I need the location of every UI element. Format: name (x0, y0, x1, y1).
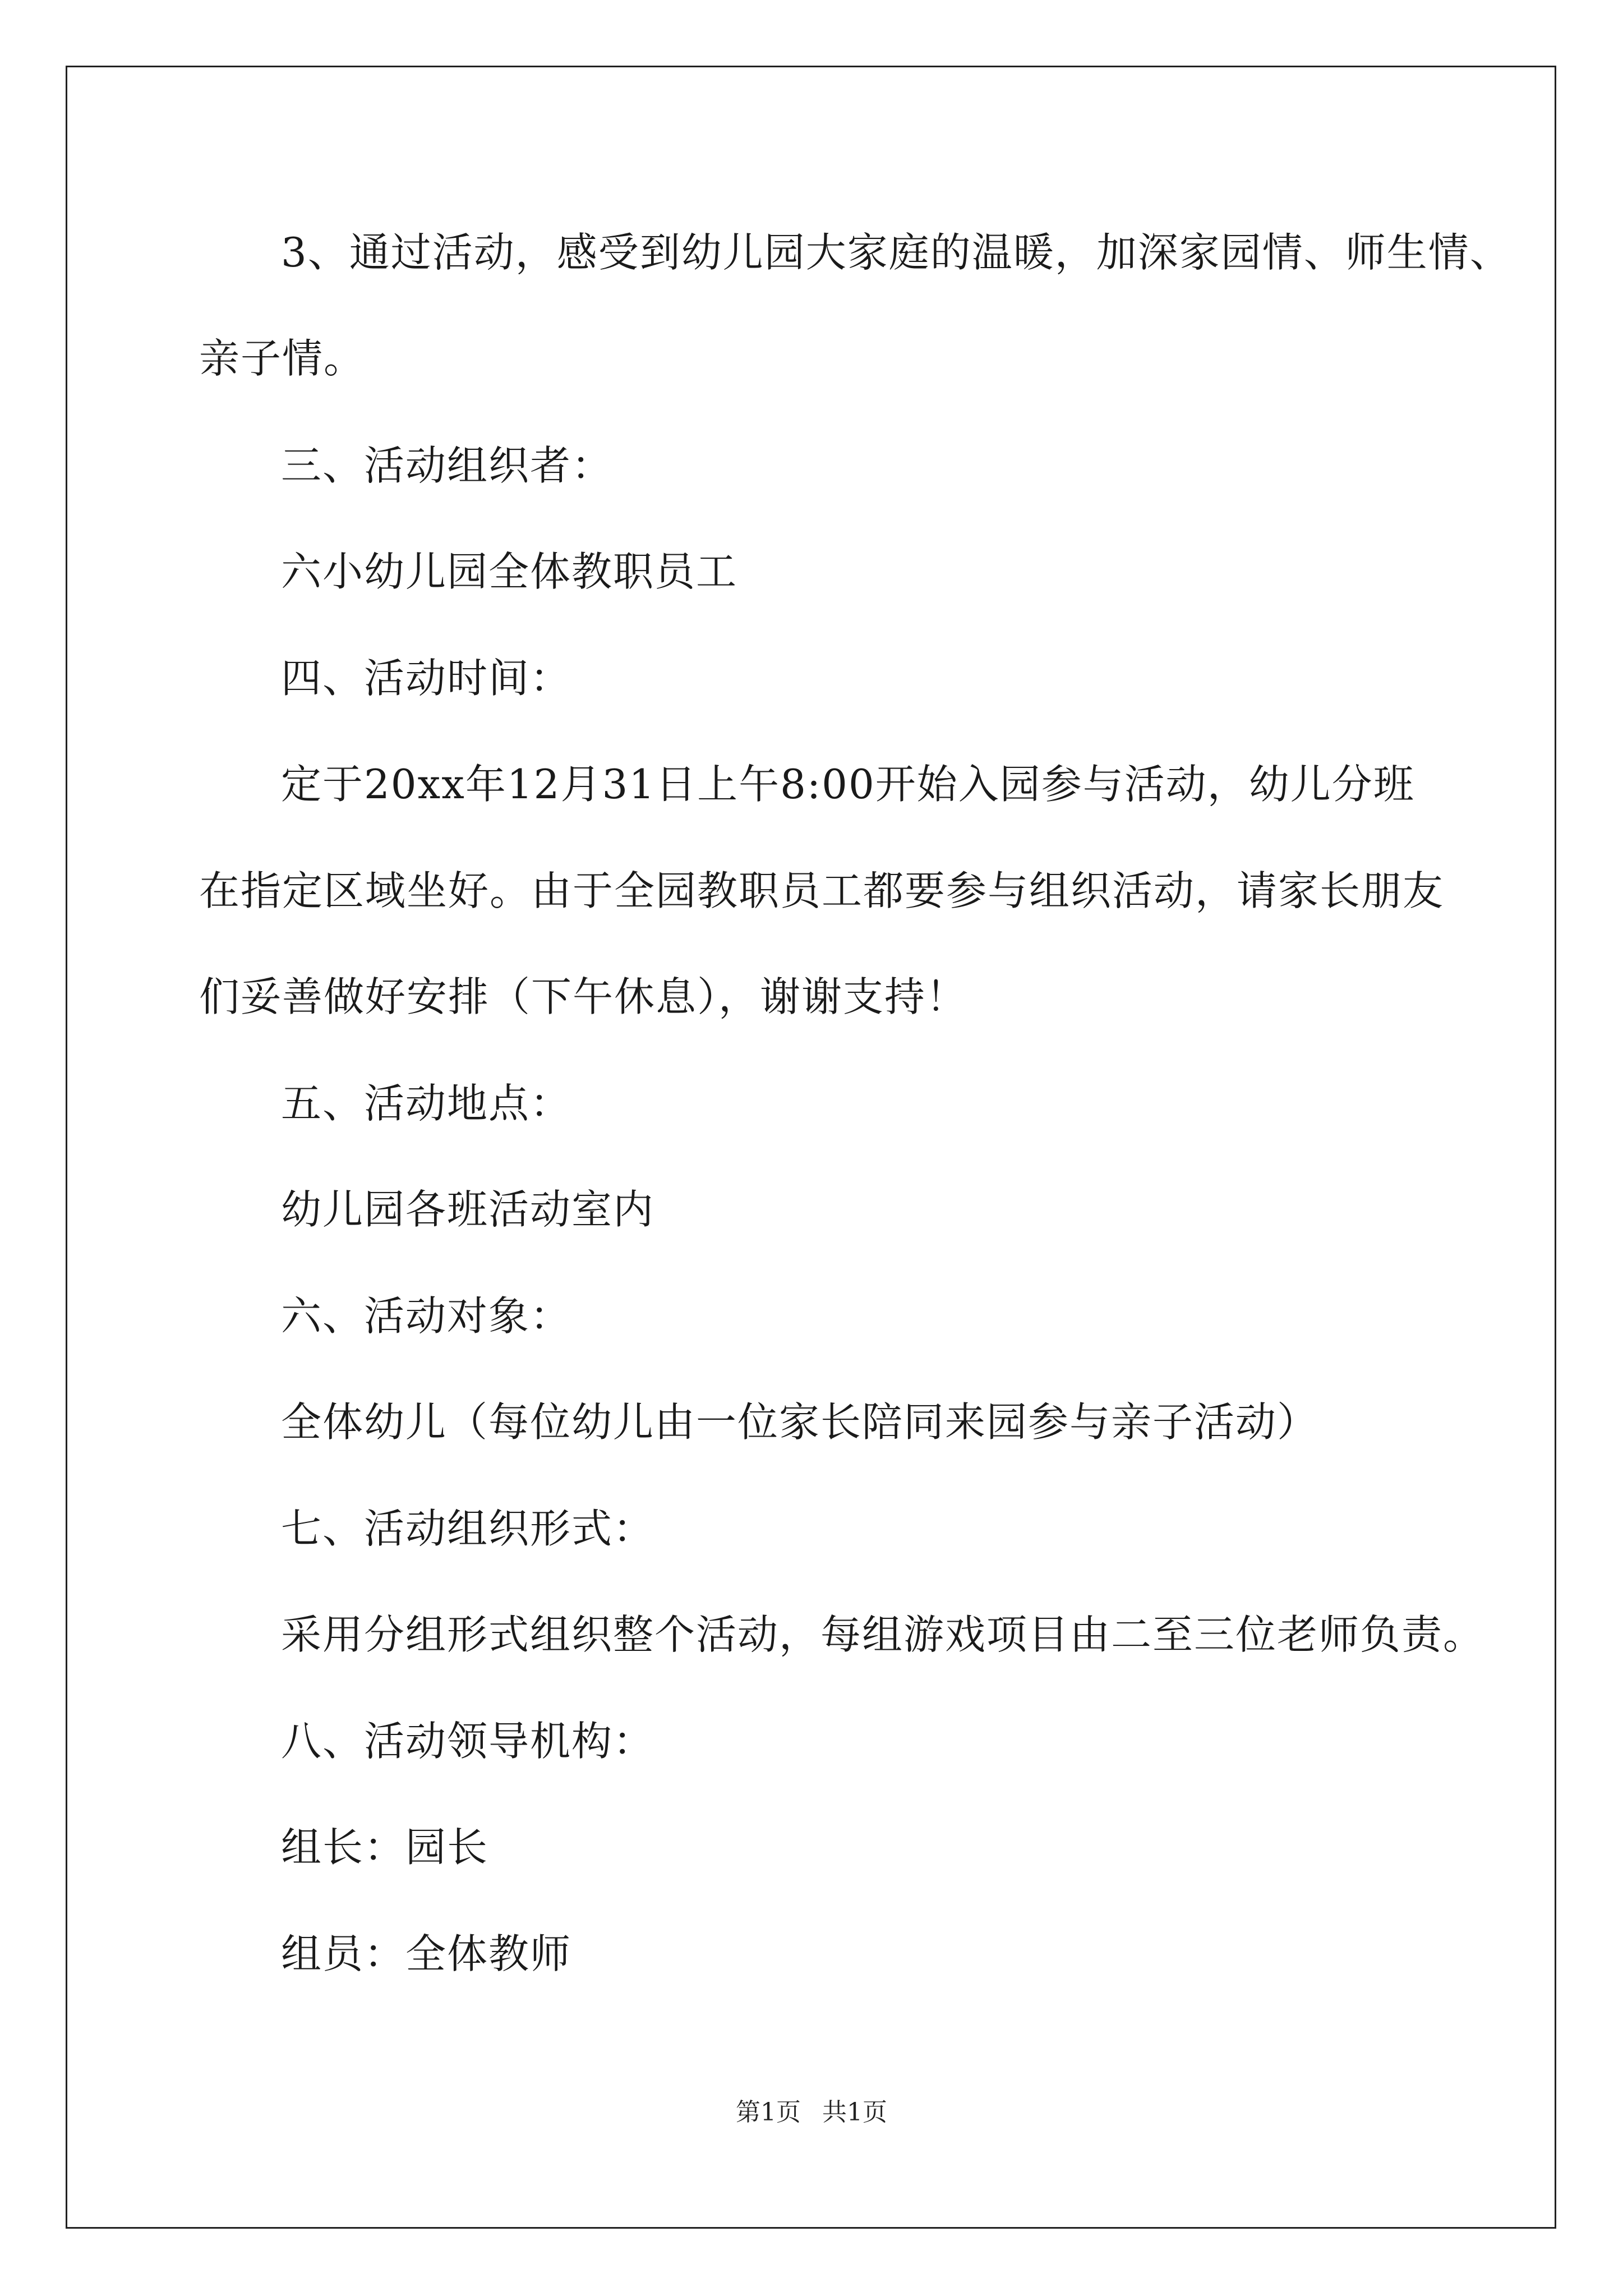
paragraph-line: 定于20xx年12月31日上午8:00开始入园参与活动，幼儿分班 (281, 761, 1415, 808)
section-heading: 六、活动对象： (281, 1292, 572, 1340)
page-footer (0, 2096, 1623, 2129)
paragraph-line: 组员：全体教师 (281, 1930, 572, 1977)
section-heading: 三、活动组织者： (281, 442, 614, 489)
paragraph-line: 六小幼儿园全体教职员工 (281, 548, 738, 595)
paragraph-line: 组长：园长 (281, 1824, 489, 1871)
section-heading: 四、活动时间： (281, 655, 572, 702)
paragraph-line: 幼儿园各班活动室内 (281, 1186, 655, 1233)
page-border (66, 66, 1556, 2229)
paragraph-line: 3、通过活动，感受到幼儿园大家庭的温暖，加深家园情、师生情、 (281, 229, 1511, 276)
section-heading: 五、活动地点： (281, 1080, 572, 1127)
page-number: 第1页 (736, 2098, 801, 2127)
paragraph-line: 在指定区域坐好。由于全园教职员工都要参与组织活动，请家长朋友 (199, 867, 1445, 914)
paragraph-line: 亲子情。 (199, 335, 366, 382)
section-heading: 八、活动领导机构： (281, 1718, 655, 1765)
paragraph-line: 采用分组形式组织整个活动，每组游戏项目由二至三位老师负责。 (281, 1611, 1485, 1658)
section-heading: 七、活动组织形式： (281, 1505, 655, 1552)
paragraph-line: 全体幼儿（每位幼儿由一位家长陪同来园参与亲子活动） (281, 1398, 1319, 1446)
paragraph-line: 们妥善做好安排（下午休息），谢谢支持！ (199, 973, 968, 1020)
page-total: 共1页 (822, 2098, 887, 2127)
